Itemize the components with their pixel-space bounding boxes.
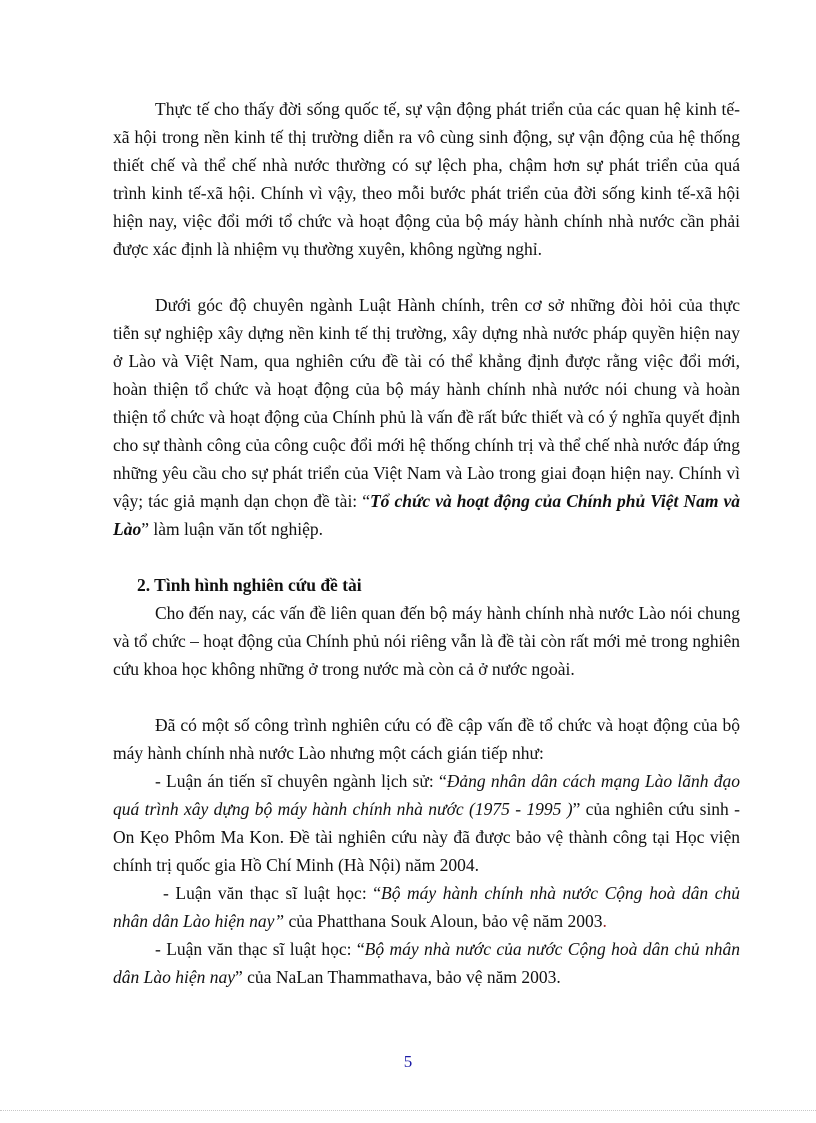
- list-item-3-tail: ” của NaLan Thammathava, bảo vệ năm 2003.: [235, 967, 561, 987]
- thesis-title: Tổ chức và hoạt động của Chính phủ Việt Nam và Lào: [113, 491, 740, 539]
- list-item-2-tail: của Phatthana Souk Aloun, bảo vệ năm 2003: [284, 911, 603, 931]
- list-item-2-period: .: [602, 911, 607, 931]
- section-heading: 2. Tình hình nghiên cứu đề tài: [137, 575, 362, 595]
- paragraph-2-text: Dưới góc độ chuyên ngành Luật Hành chính, trên cơ sở những đòi hỏi của thực tiễn sự nghiệp xây dựng nền kinh tế thị trường, xây dựng nhà nước pháp quyền hiện nay ở Lào và Việt Nam, qua nghiên cứu đề tài có thể khẳng định được rằng việc đổi mới, hoàn thiện tổ chức và hoạt động của bộ máy hành chính nhà nước nói chung và hoàn thiện tổ chức và hoạt động của Chính phủ là vấn đề rất bức thiết và có ý nghĩa quyết định cho sự thành công của công cuộc đổi mới hệ thống chính trị và thể chế nhà nước đáp ứng những yêu cầu cho sự phát triển của Việt Nam và Lào trong giai đoạn hiện nay. Chính vì vậy; tác giả mạnh dạn chọn đề tài: “: [113, 295, 740, 511]
- paragraph-4: [113, 711, 740, 767]
- list-item-3-prefix: - Luận văn thạc sĩ luật học: “: [155, 939, 365, 959]
- list-item-3: [113, 935, 740, 991]
- list-item-1-title: Đảng nhân dân cách mạng Lào lãnh đạo quá trình xây dựng bộ máy hành chính nhà nước (1975 - 1995 ): [113, 771, 741, 819]
- paragraph-3: [113, 599, 740, 683]
- paragraph-3-text: Cho đến nay, các vấn đề liên quan đến bộ máy hành chính nhà nước Lào nói chung và tổ chức – hoạt động của Chính phủ nói riêng vẫn là đề tài còn rất mới mẻ trong nghiên cứu khoa học không những ở trong nước mà còn cả ở nước ngoài.: [113, 603, 740, 679]
- list-item-2-prefix: - Luận văn thạc sĩ luật học: “: [163, 883, 382, 903]
- paragraph-1: [113, 95, 740, 263]
- list-item-2-title: Bộ máy hành chính nhà nước Cộng hoà dân chủ nhân dân Lào hiện nay”: [113, 883, 740, 931]
- paragraph-4-text: Đã có một số công trình nghiên cứu có đề cập vấn đề tổ chức và hoạt động của bộ máy hành chính nhà nước Lào nhưng một cách gián tiếp như:: [113, 715, 740, 763]
- list-item-2: [113, 879, 740, 935]
- list-item-1-prefix: - Luận án tiến sĩ chuyên ngành lịch sử: “: [155, 771, 447, 791]
- paragraph-1-text: Thực tế cho thấy đời sống quốc tế, sự vận động phát triển của các quan hệ kinh tế-xã hội trong nền kinh tế thị trường diễn ra vô cùng sinh động, sự vận động của hệ thống thiết chế và thể chế nhà nước thường có sự lệch pha, chậm hơn sự phát triển của quá trình kinh tế-xã hội. Chính vì vậy, theo mỗi bước phát triển của đời sống kinh tế-xã hội hiện nay, việc đổi mới tổ chức và hoạt động của bộ máy hành chính nhà nước cần phải được xác định là nhiệm vụ thường xuyên, không ngừng nghỉ.: [113, 99, 740, 259]
- page-number: 5: [403, 1052, 413, 1071]
- list-item-1: [113, 767, 740, 879]
- list-item-1-tail: ” của nghiên cứu sinh - On Kẹo Phôm Ma Kon. Đề tài nghiên cứu này đã được bảo vệ thành công tại Học viện chính trị quốc gia Hồ Chí Minh (Hà Nội) năm 2004.: [113, 799, 740, 875]
- page-bottom-divider: [0, 1110, 816, 1111]
- paragraph-2: [113, 291, 740, 543]
- paragraph-2-tail: ” làm luận văn tốt nghiệp.: [141, 519, 323, 539]
- list-item-3-title: Bộ máy nhà nước của nước Cộng hoà dân chủ nhân dân Lào hiện nay: [113, 939, 740, 987]
